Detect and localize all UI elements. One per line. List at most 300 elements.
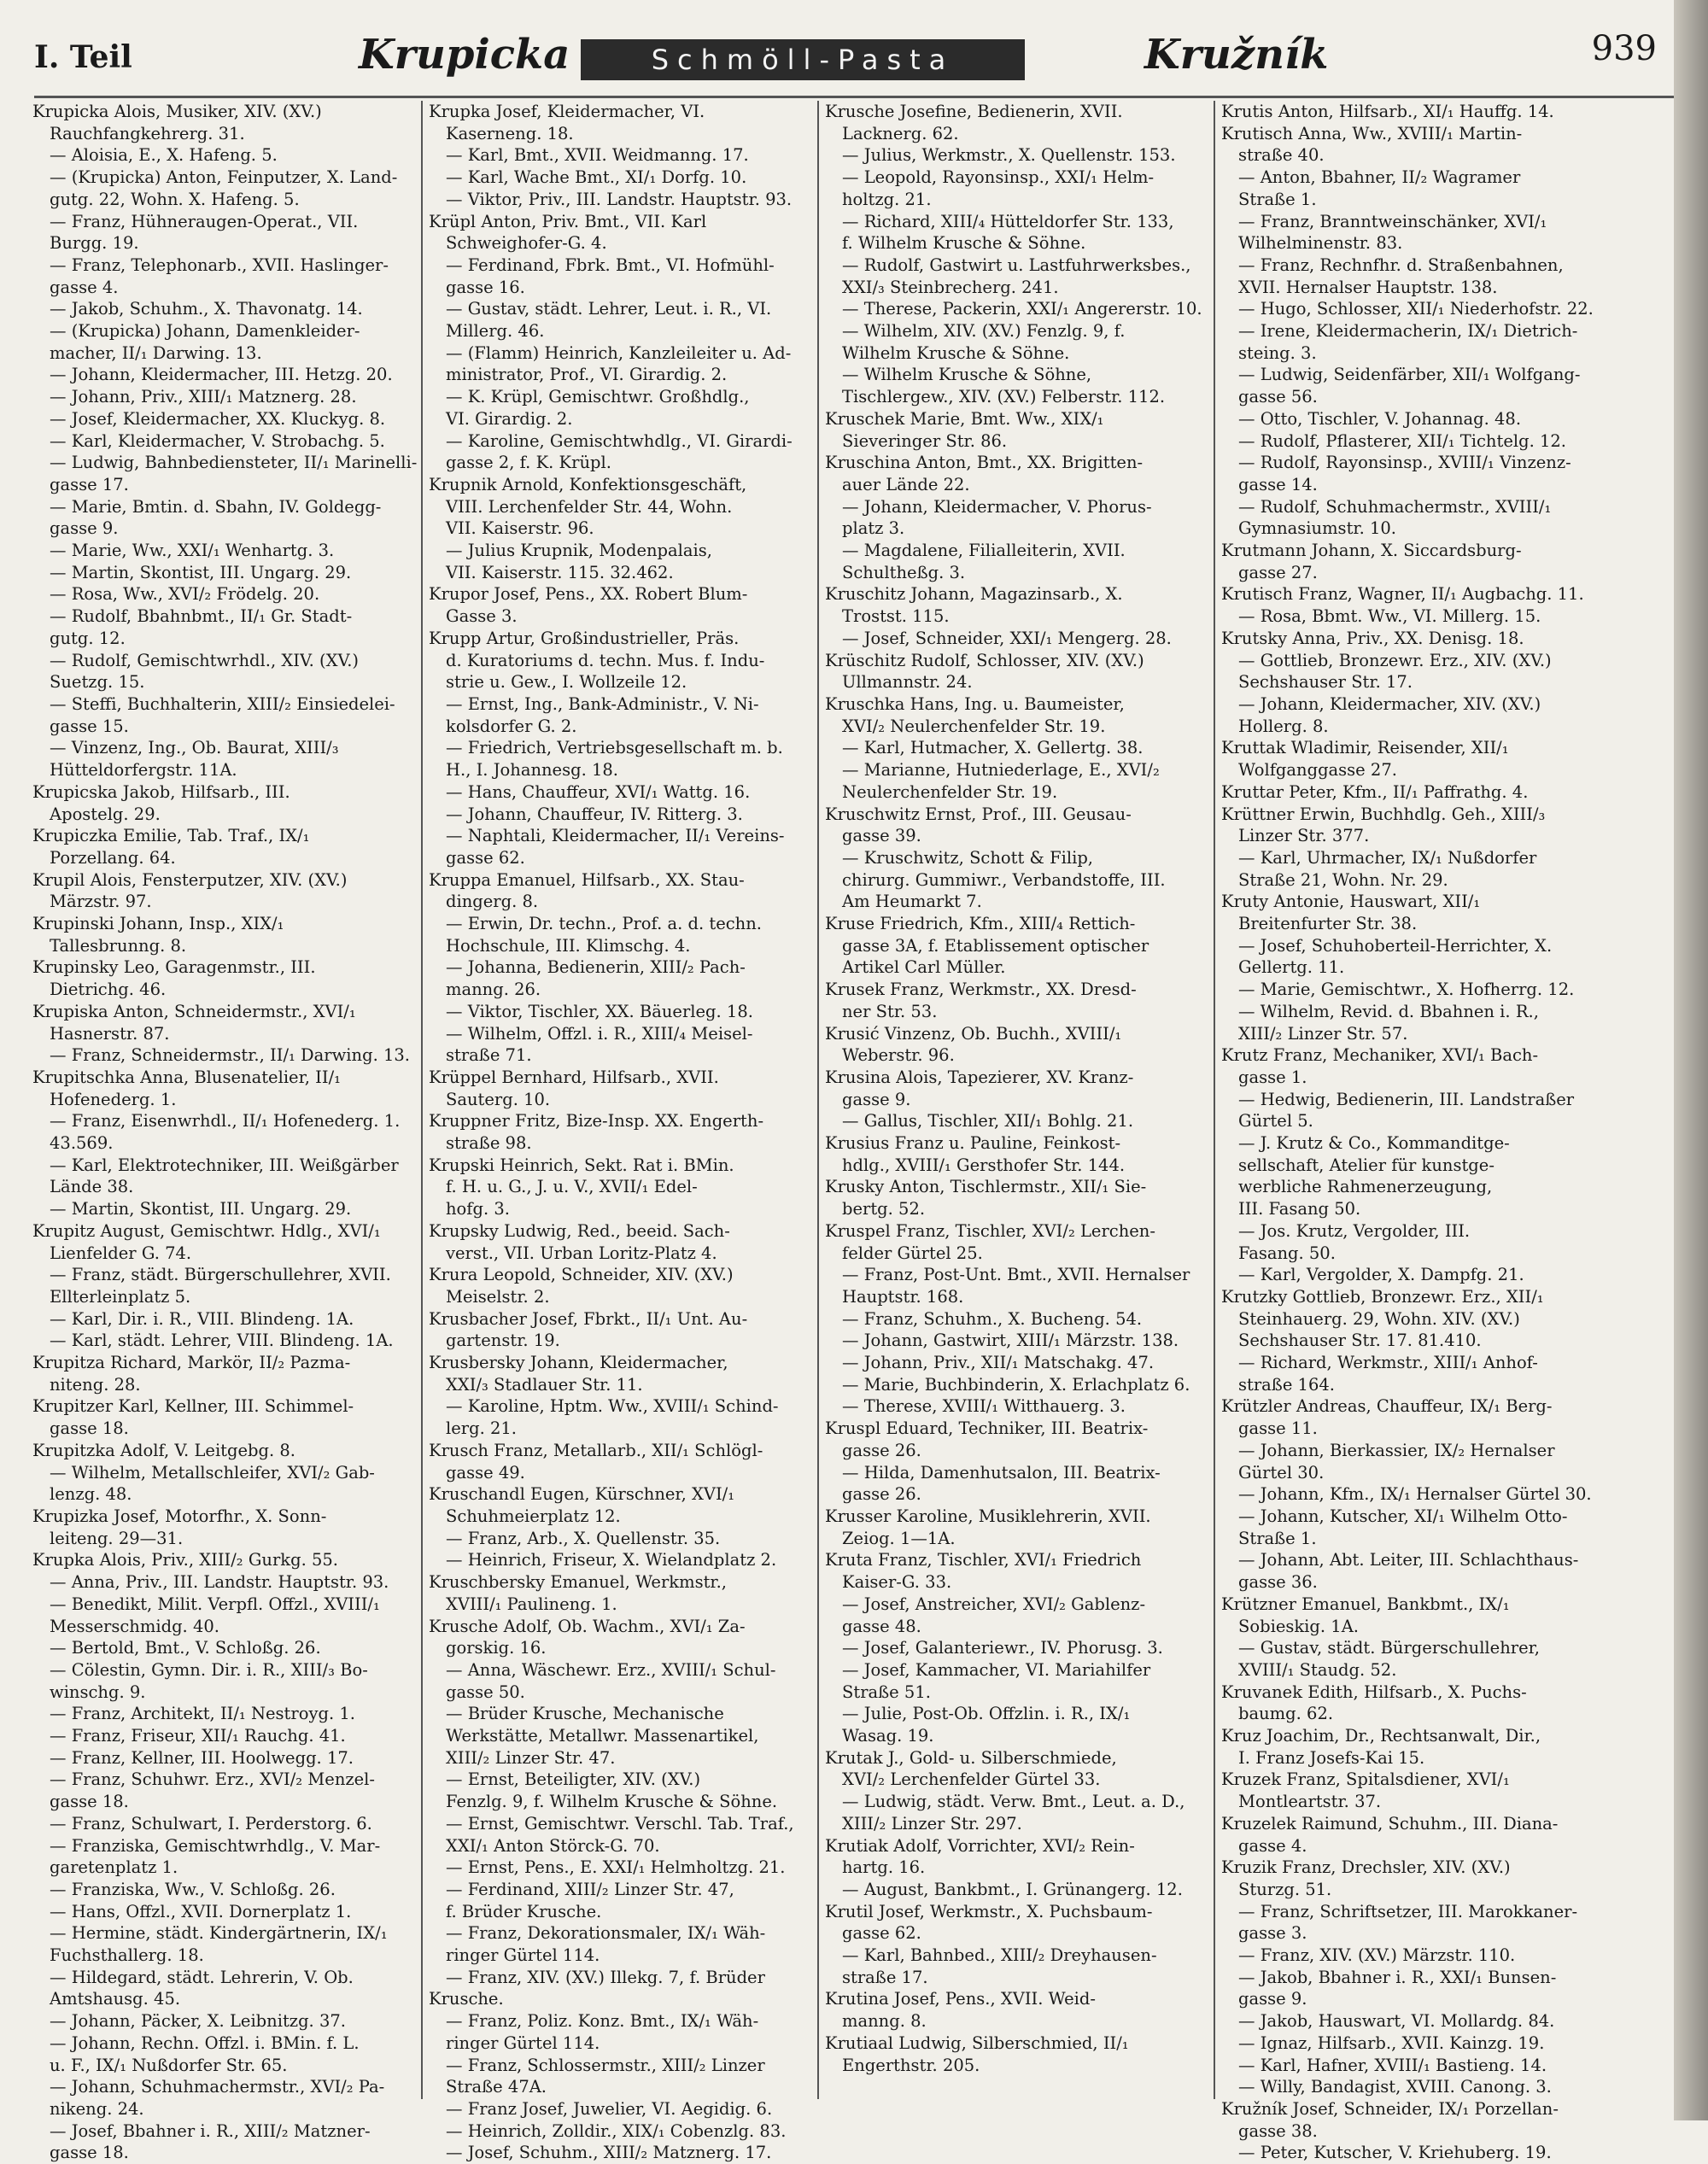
directory-entry-line: — Leopold, Rayonsinsp., XXI/₁ Helm- [842, 167, 1155, 188]
directory-entry-line: — Benedikt, Milit. Verpfl. Offzl., XVIII/₁ [50, 1594, 380, 1614]
directory-entry-line: Kruvanek Edith, Hilfsarb., X. Puchs- [1221, 1681, 1527, 1702]
directory-entry-line: — Franz, Arb., X. Quellenstr. 35. [446, 1528, 721, 1548]
directory-entry-line: — Franz, Schuhwr. Erz., XVI/₂ Menzel- [50, 1769, 376, 1790]
directory-entry-line: III. Fasang 50. [1238, 1199, 1361, 1219]
directory-entry-line: Krupor Josef, Pens., XX. Robert Blum- [429, 584, 748, 605]
directory-entry-line: — Hilda, Damenhutsalon, III. Beatrix- [842, 1462, 1161, 1483]
directory-entry-line: — Hans, Offzl., XVII. Dornerplatz 1. [50, 1901, 352, 1921]
directory-entry-line: Krüpl Anton, Priv. Bmt., VII. Karl [429, 211, 707, 231]
directory-entry-line: Kruschina Anton, Bmt., XX. Brigitten- [825, 453, 1144, 473]
directory-entry-line: garetenplatz 1. [50, 1857, 178, 1878]
directory-entry-line: Wilhelminenstr. 83. [1238, 233, 1403, 254]
directory-entry-line: — Wilhelm, Metallschleifer, XVI/₂ Gab- [50, 1462, 375, 1483]
directory-entry-line: gasse 9. [1238, 1989, 1307, 2009]
directory-entry-line: — Naphtali, Kleidermacher, II/₁ Vereins- [446, 826, 785, 846]
directory-entry-line: — Anton, Bbahner, II/₂ Wagramer [1238, 167, 1521, 188]
advertisement-banner: Schmöll-Pasta [581, 39, 1025, 80]
directory-entry-line: gasse 17. [50, 474, 129, 494]
column-divider [817, 101, 819, 2099]
directory-entry-line: Hollerg. 8. [1238, 716, 1329, 736]
directory-entry-line: Weberstr. 96. [842, 1045, 955, 1066]
directory-entry-line: Krusina Alois, Tapezierer, XV. Kranz- [825, 1067, 1134, 1087]
directory-entry-line: Steinhauerg. 29, Wohn. XIV. (XV.) [1238, 1308, 1520, 1329]
directory-entry-line: — Franz, XIV. (XV.) Illekg. 7, f. Brüder [446, 1967, 765, 1987]
directory-entry-line: Straße 47A. [446, 2077, 547, 2097]
directory-entry-line: Gürtel 30. [1238, 1462, 1325, 1483]
directory-entry-line: — Franz, Telephonarb., XVII. Haslinger- [50, 254, 389, 275]
directory-entry-line: Kruttak Wladimir, Reisender, XII/₁ [1221, 738, 1509, 758]
directory-entry-line: Kruttar Peter, Kfm., II/₁ Paffrathg. 4. [1221, 781, 1529, 802]
directory-entry-line: strie u. Gew., I. Wollzeile 12. [446, 672, 687, 693]
directory-entry-line: Krupinski Johann, Insp., XIX/₁ [32, 914, 284, 934]
directory-entry-line: — Franz, Branntweinschänker, XVI/₁ [1238, 211, 1547, 231]
directory-entry-line: gartenstr. 19. [446, 1331, 560, 1351]
directory-entry-line: — Franz, Post-Unt. Bmt., XVII. Hernalser [842, 1265, 1190, 1285]
directory-entry-line: VII. Kaiserstr. 96. [446, 518, 594, 539]
directory-entry-line: — (Krupicka) Anton, Feinputzer, X. Land- [50, 167, 398, 188]
directory-entry-line: Krützner Emanuel, Bankbmt., IX/₁ [1221, 1594, 1510, 1614]
directory-entry-line: Schultheßg. 3. [842, 562, 966, 582]
directory-entry-line: — Johann, Rechn. Offzl. i. BMin. f. L. [50, 2032, 360, 2053]
directory-entry-line: gasse 14. [1238, 474, 1318, 494]
directory-entry-line: — Hugo, Schlosser, XII/₁ Niederhofstr. 22. [1238, 299, 1594, 319]
directory-entry-line: — Rudolf, Gastwirt u. Lastfuhrwerksbes., [842, 254, 1191, 275]
directory-entry-line: Schuhmeierplatz 12. [446, 1506, 621, 1526]
directory-entry-line: gasse 27. [1238, 562, 1318, 582]
directory-entry-line: — Jakob, Hauswart, VI. Mollardg. 84. [1238, 2011, 1555, 2032]
directory-entry-line: — Heinrich, Zolldir., XIX/₁ Cobenzlg. 83. [446, 2120, 787, 2141]
directory-entry-line: — Therese, XVIII/₁ Witthauerg. 3. [842, 1396, 1126, 1417]
directory-entry-line: — Karoline, Hptm. Ww., XVIII/₁ Schind- [446, 1396, 779, 1417]
directory-entry-line: Dietrichg. 46. [50, 980, 167, 1000]
directory-entry-line: Krupski Heinrich, Sekt. Rat i. BMin. [429, 1155, 734, 1175]
directory-entry-line: Straße 51. [842, 1681, 931, 1702]
directory-entry-line: platz 3. [842, 518, 905, 539]
directory-entry-line: — Johann, Päcker, X. Leibnitzg. 37. [50, 2011, 346, 2032]
directory-entry-line: Sieveringer Str. 86. [842, 430, 1008, 451]
directory-entry-line: Wilhelm Krusche & Söhne. [842, 342, 1070, 363]
directory-entry-line: Hofenederg. 1. [50, 1089, 177, 1109]
directory-entry-line: — Franziska, Ww., V. Schloßg. 26. [50, 1879, 336, 1899]
directory-entry-line: Krupitz August, Gemischtwr. Hdlg., XVI/₁ [32, 1220, 381, 1241]
directory-entry-line: Krupitza Richard, Markör, II/₂ Pazma- [32, 1353, 351, 1373]
directory-entry-line: Krüppel Bernhard, Hilfsarb., XVII. [429, 1067, 719, 1087]
directory-entry-line: — Brüder Krusche, Mechanische [446, 1704, 724, 1724]
directory-entry-line: — Marie, Buchbinderin, X. Erlachplatz 6. [842, 1374, 1190, 1395]
directory-entry-line: lerg. 21. [446, 1418, 517, 1439]
directory-entry-line: Tischlergew., XIV. (XV.) Felberstr. 112. [842, 387, 1166, 407]
directory-entry-line: — Josef, Schneider, XXI/₁ Mengerg. 28. [842, 628, 1172, 648]
directory-entry-line: — Franz, XIV. (XV.) Märzstr. 110. [1238, 1945, 1516, 1966]
directory-entry-line: I. Franz Josefs-Kai 15. [1238, 1747, 1425, 1768]
directory-entry-line: werbliche Rahmenerzeugung, [1238, 1177, 1493, 1197]
directory-entry-line: XXI/₃ Stadlauer Str. 11. [446, 1374, 643, 1395]
directory-entry-line: — Franz, Schneidermstr., II/₁ Darwing. 13. [50, 1045, 410, 1066]
directory-entry-line: Krusbacher Josef, Fbrkt., II/₁ Unt. Au- [429, 1308, 748, 1329]
directory-entry-line: Fenzlg. 9, f. Wilhelm Krusche & Söhne. [446, 1792, 778, 1812]
directory-entry-line: — Irene, Kleidermacherin, IX/₁ Dietrich- [1238, 321, 1578, 342]
directory-entry-line: macher, II/₁ Darwing. 13. [50, 342, 262, 363]
directory-entry-line: XIII/₂ Linzer Str. 57. [1238, 1023, 1408, 1044]
directory-entry-line: gasse 26. [842, 1440, 921, 1460]
directory-entry-line: dingerg. 8. [446, 892, 539, 912]
directory-entry-line: Kruschbersky Emanuel, Werkmstr., [429, 1572, 728, 1593]
directory-entry-line: — Josef, Bbahner i. R., XIII/₂ Matzner- [50, 2120, 371, 2141]
directory-entry-line: XVII. Hernalser Hauptstr. 138. [1238, 277, 1498, 297]
directory-entry-line: — Johanna, Bedienerin, XIII/₂ Pach- [446, 957, 746, 978]
directory-entry-line: gutg. 22, Wohn. X. Hafeng. 5. [50, 189, 300, 209]
directory-entry-line: gasse 56. [1238, 387, 1318, 407]
directory-entry-line: Hasnerstr. 87. [50, 1023, 170, 1044]
directory-entry-line: XIII/₂ Linzer Str. 47. [446, 1747, 616, 1768]
directory-entry-line: — Julie, Post-Ob. Offzlin. i. R., IX/₁ [842, 1704, 1131, 1724]
directory-entry-line: — Karl, Hafner, XVIII/₁ Bastieng. 14. [1238, 2055, 1547, 2075]
directory-entry-line: Tallesbrunng. 8. [50, 935, 187, 956]
directory-entry-line: — Johann, Kleidermacher, III. Hetzg. 20. [50, 365, 393, 385]
directory-entry-line: Kaiser-G. 33. [842, 1572, 952, 1593]
directory-entry-line: Kruschek Marie, Bmt. Ww., XIX/₁ [825, 408, 1104, 429]
directory-entry-line: — Karl, Wache Bmt., XI/₁ Dorfg. 10. [446, 167, 747, 188]
directory-entry-line: Krutak J., Gold- u. Silberschmiede, [825, 1747, 1117, 1768]
directory-entry-line: — Marianne, Hutniederlage, E., XVI/₂ [842, 760, 1160, 781]
directory-entry-line: — Johann, Priv., XII/₁ Matschakg. 47. [842, 1353, 1155, 1373]
directory-entry-line: — Josef, Galanteriewr., IV. Phorusg. 3. [842, 1638, 1163, 1658]
directory-entry-line: Lände 38. [50, 1177, 134, 1197]
directory-entry-line: verst., VII. Urban Loritz-Platz 4. [446, 1243, 717, 1263]
directory-entry-line: — Franz, Kellner, III. Hoolwegg. 17. [50, 1747, 354, 1768]
directory-entry-line: Hochschule, III. Klimschg. 4. [446, 935, 691, 956]
page-header [34, 24, 1657, 92]
directory-entry-line: — Gustav, städt. Lehrer, Leut. i. R., VI. [446, 299, 772, 319]
directory-entry-line: — (Flamm) Heinrich, Kanzleileiter u. Ad- [446, 342, 792, 363]
directory-entry-line: — Rudolf, Gemischtwrhdl., XIV. (XV.) [50, 650, 359, 670]
directory-entry-line: Wolfganggasse 27. [1238, 760, 1397, 781]
directory-entry-line: — Vinzenz, Ing., Ob. Baurat, XIII/₃ [50, 738, 339, 758]
directory-entry-line: — Jos. Krutz, Vergolder, III. [1238, 1220, 1471, 1241]
directory-entry-line: — Karoline, Gemischtwhdlg., VI. Girardi- [446, 430, 793, 451]
directory-entry-line: — Richard, Werkmstr., XIII/₁ Anhof- [1238, 1353, 1538, 1373]
directory-entry-line: gasse 62. [446, 847, 525, 868]
directory-entry-line: — Marie, Gemischtwr., X. Hofherrg. 12. [1238, 980, 1575, 1000]
directory-entry-line: — Martin, Skontist, III. Ungarg. 29. [50, 1199, 352, 1219]
part-label: I. Teil [34, 39, 132, 75]
directory-entry-line: — Magdalene, Filialleiterin, XVII. [842, 541, 1126, 561]
directory-entry-line: Krutsky Anna, Priv., XX. Denisg. 18. [1221, 628, 1524, 648]
directory-entry-line: — Ferdinand, Fbrk. Bmt., VI. Hofmühl- [446, 254, 775, 275]
directory-entry-line: Krupinsky Leo, Garagenmstr., III. [32, 957, 316, 978]
directory-entry-line: Kruspel Franz, Tischler, XVI/₂ Lerchen- [825, 1220, 1155, 1241]
directory-entry-line: Krutina Josef, Pens., XVII. Weid- [825, 1989, 1096, 2009]
directory-entry-line: — Anna, Priv., III. Landstr. Hauptstr. 93. [50, 1572, 389, 1593]
directory-entry-line: — Hermine, städt. Kindergärtnerin, IX/₁ [50, 1923, 388, 1944]
directory-entry-line: — Hildegard, städt. Lehrerin, V. Ob. [50, 1967, 354, 1987]
directory-entry-line: ministrator, Prof., VI. Girardig. 2. [446, 365, 728, 385]
directory-entry-line: — Franz, Hühneraugen-Operat., VII. [50, 211, 359, 231]
directory-entry-line: Fasang. 50. [1238, 1243, 1336, 1263]
directory-entry-line: XIII/₂ Linzer Str. 297. [842, 1813, 1022, 1834]
page-number: 939 [1591, 29, 1657, 68]
directory-entry-line: — Franz, Schuhm., X. Bucheng. 54. [842, 1308, 1143, 1329]
directory-entry-line: Kruzik Franz, Drechsler, XIV. (XV.) [1221, 1857, 1511, 1878]
directory-entry-line: Ullmannstr. 24. [842, 672, 973, 693]
directory-entry-line: Krüschitz Rudolf, Schlosser, XIV. (XV.) [825, 650, 1144, 670]
directory-entry-line: — J. Krutz & Co., Kommanditge- [1238, 1133, 1510, 1154]
directory-entry-line: — Franz, Schulwart, I. Perderstorg. 6. [50, 1813, 372, 1834]
directory-entry-line: Krusche Josefine, Bedienerin, XVII. [825, 102, 1123, 121]
directory-entry-line: — Franz, Friseur, XII/₁ Rauchg. 41. [50, 1726, 346, 1746]
directory-entry-line: Krupsky Ludwig, Red., beeid. Sach- [429, 1220, 730, 1241]
directory-entry-line: manng. 8. [842, 2011, 927, 2032]
directory-entry-line: Krutiak Adolf, Vorrichter, XVI/₂ Rein- [825, 1835, 1135, 1856]
directory-entry-line: gasse 3A, f. Etablissement optischer [842, 935, 1149, 956]
directory-entry-line: Engerthstr. 205. [842, 2055, 980, 2075]
directory-entry-line: — Anna, Wäschewr. Erz., XVIII/₁ Schul- [446, 1659, 776, 1680]
directory-entry-line: — Richard, XIII/₄ Hütteldorfer Str. 133, [842, 211, 1174, 231]
directory-entry-line: gasse 48. [842, 1616, 921, 1636]
directory-entry-line: kolsdorfer G. 2. [446, 716, 577, 736]
directory-entry-line: — Karl, Bmt., XVII. Weidmanng. 17. [446, 145, 749, 166]
directory-entry-line: niteng. 28. [50, 1374, 141, 1395]
directory-entry-line: XVIII/₁ Staudg. 52. [1238, 1659, 1397, 1680]
directory-entry-line: leiteng. 29—31. [50, 1528, 184, 1548]
directory-entry-line: Suetzg. 15. [50, 672, 145, 693]
directory-entry-line: Porzellang. 64. [50, 847, 176, 868]
directory-entry-line: — Franz, Dekorationsmaler, IX/₁ Wäh- [446, 1923, 766, 1944]
directory-entry-line: gasse 39. [842, 826, 921, 846]
directory-entry-line: — Rudolf, Schuhmachermstr., XVIII/₁ [1238, 496, 1552, 517]
directory-entry-line: Kruzek Franz, Spitalsdiener, XVI/₁ [1221, 1769, 1510, 1790]
directory-entry-line: Kruty Antonie, Hauswart, XII/₁ [1221, 892, 1481, 912]
directory-entry-line: — Ludwig, Bahnbediensteter, II/₁ Marinelli- [50, 453, 418, 473]
directory-entry-line: Kruzelek Raimund, Schuhm., III. Diana- [1221, 1813, 1559, 1834]
directory-entry-line: Gürtel 5. [1238, 1111, 1313, 1132]
directory-entry-line: XXI/₁ Anton Störck-G. 70. [446, 1835, 660, 1856]
directory-entry-line: — Karl, Hutmacher, X. Gellertg. 38. [842, 738, 1144, 758]
directory-entry-line: manng. 26. [446, 980, 541, 1000]
column-3 [825, 101, 1214, 2076]
directory-entry-line: gasse 16. [446, 277, 525, 297]
directory-entry-line: Kruschitz Johann, Magazinsarb., X. [825, 584, 1123, 605]
directory-entry-line: — Wilhelm Krusche & Söhne, [842, 365, 1092, 385]
directory-entry-line: Krutis Anton, Hilfsarb., XI/₁ Hauffg. 14. [1221, 102, 1554, 121]
directory-entry-line: — Johann, Chauffeur, IV. Ritterg. 3. [446, 804, 743, 824]
directory-entry-line: — Ferdinand, XIII/₂ Linzer Str. 47, [446, 1879, 734, 1899]
directory-entry-line: Hauptstr. 168. [842, 1286, 964, 1307]
directory-entry-line: — Jakob, Schuhm., X. Thavonatg. 14. [50, 299, 363, 319]
directory-entry-line: gasse 38. [1238, 2120, 1318, 2141]
directory-entry-line: — Martin, Skontist, III. Ungarg. 29. [50, 562, 352, 582]
directory-entry-line: — Rudolf, Rayonsinsp., XVIII/₁ Vinzenz- [1238, 453, 1571, 473]
directory-entry-line: Krusić Vinzenz, Ob. Buchh., XVIII/₁ [825, 1023, 1122, 1044]
directory-entry-line: Krupitzka Adolf, V. Leitgebg. 8. [32, 1440, 296, 1460]
directory-entry-line: XXI/₃ Steinbrecherg. 241. [842, 277, 1059, 297]
directory-entry-line: Kruschka Hans, Ing. u. Baumeister, [825, 693, 1125, 714]
directory-entry-line: nikeng. 24. [50, 2098, 144, 2119]
directory-entry-line: gasse 1. [1238, 1067, 1307, 1087]
directory-entry-line: Kruz Joachim, Dr., Rechtsanwalt, Dir., [1221, 1726, 1541, 1746]
directory-entry-line: Krusche. [429, 1989, 504, 2009]
directory-entry-line: Gasse 3. [446, 606, 518, 627]
directory-entry-line: felder Gürtel 25. [842, 1243, 983, 1263]
directory-entry-line: Neulerchenfelder Str. 19. [842, 781, 1058, 802]
directory-entry-line: baumg. 62. [1238, 1704, 1334, 1724]
directory-entry-line: — Rudolf, Pflasterer, XII/₁ Tichtelg. 12. [1238, 430, 1566, 451]
directory-entry-line: Krutil Josef, Werkmstr., X. Puchsbaum- [825, 1901, 1153, 1921]
directory-entry-line: ringer Gürtel 114. [446, 1945, 600, 1966]
directory-entry-line: Meiselstr. 2. [446, 1286, 550, 1307]
directory-entry-line: — Johann, Priv., XIII/₁ Matznerg. 28. [50, 387, 357, 407]
directory-entry-line: — Kruschwitz, Schott & Filip, [842, 847, 1093, 868]
directory-entry-line: Krupil Alois, Fensterputzer, XIV. (XV.) [32, 869, 348, 890]
directory-entry-line: f. Brüder Krusche. [446, 1901, 602, 1921]
directory-entry-line: — Johann, Kutscher, XI/₁ Wilhelm Otto- [1238, 1506, 1568, 1526]
directory-entry-line: gasse 9. [50, 518, 119, 539]
directory-entry-line: sellschaft, Atelier für kunstge- [1238, 1155, 1494, 1175]
directory-entry-line: Krusky Anton, Tischlermstr., XII/₁ Sie- [825, 1177, 1147, 1197]
directory-entry-line: — Josef, Schuhm., XIII/₂ Matznerg. 17. [446, 2143, 772, 2163]
directory-entry-line: — Aloisia, E., X. Hafeng. 5. [50, 145, 278, 166]
directory-entry-line: — Viktor, Priv., III. Landstr. Hauptstr. 93. [446, 189, 793, 209]
directory-entry-line: Krüttner Erwin, Buchhdlg. Geh., XIII/₃ [1221, 804, 1546, 824]
directory-entry-line: straße 98. [446, 1133, 532, 1154]
directory-entry-line: f. Wilhelm Krusche & Söhne. [842, 233, 1086, 254]
column-4 [1221, 101, 1614, 2164]
directory-entry-line: straße 164. [1238, 1374, 1335, 1395]
directory-entry-line: — Johann, Kleidermacher, XIV. (XV.) [1238, 693, 1541, 714]
header-rule [34, 96, 1674, 98]
directory-entry-line: Krupka Alois, Priv., XIII/₂ Gurkg. 55. [32, 1550, 338, 1570]
directory-entry-line: gasse 49. [446, 1462, 525, 1483]
directory-entry-line: — Johann, Gastwirt, XIII/₁ Märzstr. 138. [842, 1331, 1179, 1351]
directory-entry-line: Gellertg. 11. [1238, 957, 1345, 978]
directory-entry-line: gasse 18. [50, 2143, 129, 2163]
directory-entry-line: — Ernst, Ing., Bank-Administr., V. Ni- [446, 693, 759, 714]
directory-entry-line: — Cölestin, Gymn. Dir. i. R., XIII/₃ Bo- [50, 1659, 368, 1680]
right-guide-word: Kružník [1144, 31, 1329, 79]
directory-entry-line: Krupicska Jakob, Hilfsarb., III. [32, 781, 290, 802]
directory-entry-line: Krupnik Arnold, Konfektionsgeschäft, [429, 474, 747, 494]
directory-entry-line: — Friedrich, Vertriebsgesellschaft m. b. [446, 738, 783, 758]
directory-entry-line: steing. 3. [1238, 342, 1317, 363]
directory-entry-line: Krusbersky Johann, Kleidermacher, [429, 1353, 728, 1373]
directory-entry-line: Kruspl Eduard, Techniker, III. Beatrix- [825, 1418, 1149, 1439]
directory-entry-line: — Gallus, Tischler, XII/₁ Bohlg. 21. [842, 1111, 1134, 1132]
directory-entry-line: — Karl, städt. Lehrer, VIII. Blindeng. 1A. [50, 1331, 394, 1351]
directory-entry-line: Kruta Franz, Tischler, XVI/₁ Friedrich [825, 1550, 1142, 1570]
directory-entry-line: — Franz, Architekt, II/₁ Nestroyg. 1. [50, 1704, 355, 1724]
directory-entry-line: — K. Krüpl, Gemischtwr. Großhdlg., [446, 387, 750, 407]
directory-entry-line: Apostelg. 29. [50, 804, 161, 824]
directory-entry-line: — (Krupicka) Johann, Damenkleider- [50, 321, 360, 342]
directory-entry-line: Ellterleinplatz 5. [50, 1286, 191, 1307]
directory-entry-line: Wasag. 19. [842, 1726, 934, 1746]
directory-entry-line: H., I. Johannesg. 18. [446, 760, 618, 781]
directory-entry-line: — Viktor, Tischler, XX. Bäuerleg. 18. [446, 1001, 753, 1021]
directory-entry-line: VII. Kaiserstr. 115. 32.462. [446, 562, 674, 582]
directory-entry-line: Krutiaal Ludwig, Silberschmied, II/₁ [825, 2032, 1129, 2053]
directory-entry-line: — Franz, Eisenwrhdl., II/₁ Hofenederg. 1. [50, 1111, 401, 1132]
directory-entry-line: — Josef, Schuhoberteil-Herrichter, X. [1238, 935, 1553, 956]
directory-entry-line: — Erwin, Dr. techn., Prof. a. d. techn. [446, 914, 762, 934]
directory-entry-line: — Willy, Bandagist, XVIII. Canong. 3. [1238, 2077, 1552, 2097]
directory-entry-line: gutg. 12. [50, 628, 126, 648]
directory-entry-line: — Therese, Packerin, XXI/₁ Angererstr. 10. [842, 299, 1202, 319]
directory-entry-line: — Ignaz, Hilfsarb., XVII. Kainzg. 19. [1238, 2032, 1545, 2053]
directory-entry-line: Kruse Friedrich, Kfm., XIII/₄ Rettich- [825, 914, 1136, 934]
directory-entry-line: Straße 1. [1238, 1528, 1317, 1548]
directory-entry-line: — Ernst, Gemischtwr. Verschl. Tab. Traf., [446, 1813, 794, 1834]
directory-entry-line: — Hedwig, Bedienerin, III. Landstraßer [1238, 1089, 1575, 1109]
directory-entry-line: chirurg. Gummiwr., Verbandstoffe, III. [842, 869, 1166, 890]
directory-entry-line: — Gustav, städt. Bürgerschullehrer, [1238, 1638, 1540, 1658]
directory-entry-line: — Karl, Elektrotechniker, III. Weißgärber [50, 1155, 399, 1175]
directory-entry-line: — Gottlieb, Bronzewr. Erz., XIV. (XV.) [1238, 650, 1552, 670]
directory-entry-line: Fuchsthallerg. 18. [50, 1945, 204, 1966]
directory-entry-line: — Steffi, Buchhalterin, XIII/₂ Einsiedelei- [50, 693, 395, 714]
directory-entry-line: Krusek Franz, Werkmstr., XX. Dresd- [825, 980, 1137, 1000]
directory-entry-line: Krusser Karoline, Musiklehrerin, XVII. [825, 1506, 1151, 1526]
directory-entry-line: — Bertold, Bmt., V. Schloßg. 26. [50, 1638, 321, 1658]
directory-entry-line: gasse 18. [50, 1418, 129, 1439]
directory-entry-line: — Heinrich, Friseur, X. Wielandplatz 2. [446, 1550, 777, 1570]
directory-entry-line: — Franz, Schriftsetzer, III. Marokkaner- [1238, 1901, 1578, 1921]
directory-entry-line: gasse 15. [50, 716, 129, 736]
directory-entry-line: Krutz Franz, Mechaniker, XVI/₁ Bach- [1221, 1045, 1539, 1066]
directory-entry-line: — Wilhelm, Revid. d. Bbahnen i. R., [1238, 1001, 1539, 1021]
directory-entry-line: VI. Girardig. 2. [446, 408, 573, 429]
directory-entry-line: Sechshauser Str. 17. [1238, 672, 1413, 693]
directory-entry-line: Krupitzer Karl, Kellner, III. Schimmel- [32, 1396, 354, 1417]
directory-entry-line: Krutisch Anna, Ww., XVIII/₁ Martin- [1221, 123, 1523, 143]
column-divider [1214, 101, 1215, 2099]
directory-entry-line: — Wilhelm, XIV. (XV.) Fenzlg. 9, f. [842, 321, 1126, 342]
directory-entry-line: Gymnasiumstr. 10. [1238, 518, 1396, 539]
directory-entry-line: Krupiczka Emilie, Tab. Traf., IX/₁ [32, 826, 310, 846]
directory-entry-line: — Franz, städt. Bürgerschullehrer, XVII. [50, 1265, 391, 1285]
left-guide-word: Krupicka [359, 31, 570, 79]
directory-entry-line: gasse 3. [1238, 1923, 1307, 1944]
directory-entry-line: Kruschwitz Ernst, Prof., III. Geusau- [825, 804, 1132, 824]
directory-entry-line: Messerschmidg. 40. [50, 1616, 219, 1636]
directory-entry-line: straße 17. [842, 1967, 928, 1987]
directory-entry-line: — Hans, Chauffeur, XVI/₁ Wattg. 16. [446, 781, 751, 802]
directory-entry-line: — Otto, Tischler, V. Johannag. 48. [1238, 408, 1522, 429]
directory-entry-line: straße 40. [1238, 145, 1325, 166]
directory-entry-line: Krutzky Gottlieb, Bronzewr. Erz., XII/₁ [1221, 1286, 1544, 1307]
directory-entry-line: Straße 1. [1238, 189, 1317, 209]
directory-entry-line: u. F., IX/₁ Nußdorfer Str. 65. [50, 2055, 288, 2075]
directory-entry-line: f. H. u. G., J. u. V., XVII/₁ Edel- [446, 1177, 698, 1197]
directory-entry-line: Sturzg. 51. [1238, 1879, 1332, 1899]
directory-entry-line: gasse 2, f. K. Krüpl. [446, 453, 611, 473]
directory-entry-line: gasse 4. [1238, 1835, 1307, 1856]
directory-entry-line: Krupka Josef, Kleidermacher, VI. [429, 102, 705, 121]
directory-entry-line: Krupiska Anton, Schneidermstr., XVI/₁ [32, 1001, 356, 1021]
directory-entry-line: — Josef, Anstreicher, XVI/₂ Gablenz- [842, 1594, 1146, 1614]
directory-entry-line: — Jakob, Bbahner i. R., XXI/₁ Bunsen- [1238, 1967, 1557, 1987]
directory-entry-line: Märzstr. 97. [50, 892, 152, 912]
directory-entry-line: Werkstätte, Metallwr. Massenartikel, [446, 1726, 759, 1746]
directory-entry-line: gasse 26. [842, 1484, 921, 1505]
directory-entry-line: — Franziska, Gemischtwrhdlg., V. Mar- [50, 1835, 381, 1856]
directory-entry-line: Krupicka Alois, Musiker, XIV. (XV.) [32, 102, 322, 121]
directory-entry-line: gasse 9. [842, 1089, 911, 1109]
directory-entry-line: — Karl, Vergolder, X. Dampfg. 21. [1238, 1265, 1524, 1285]
directory-entry-line: gasse 36. [1238, 1572, 1318, 1593]
directory-entry-line: gasse 62. [842, 1923, 921, 1944]
directory-entry-line: Lacknerg. 62. [842, 123, 959, 143]
directory-entry-line: Kružník Josef, Schneider, IX/₁ Porzellan- [1221, 2098, 1559, 2119]
